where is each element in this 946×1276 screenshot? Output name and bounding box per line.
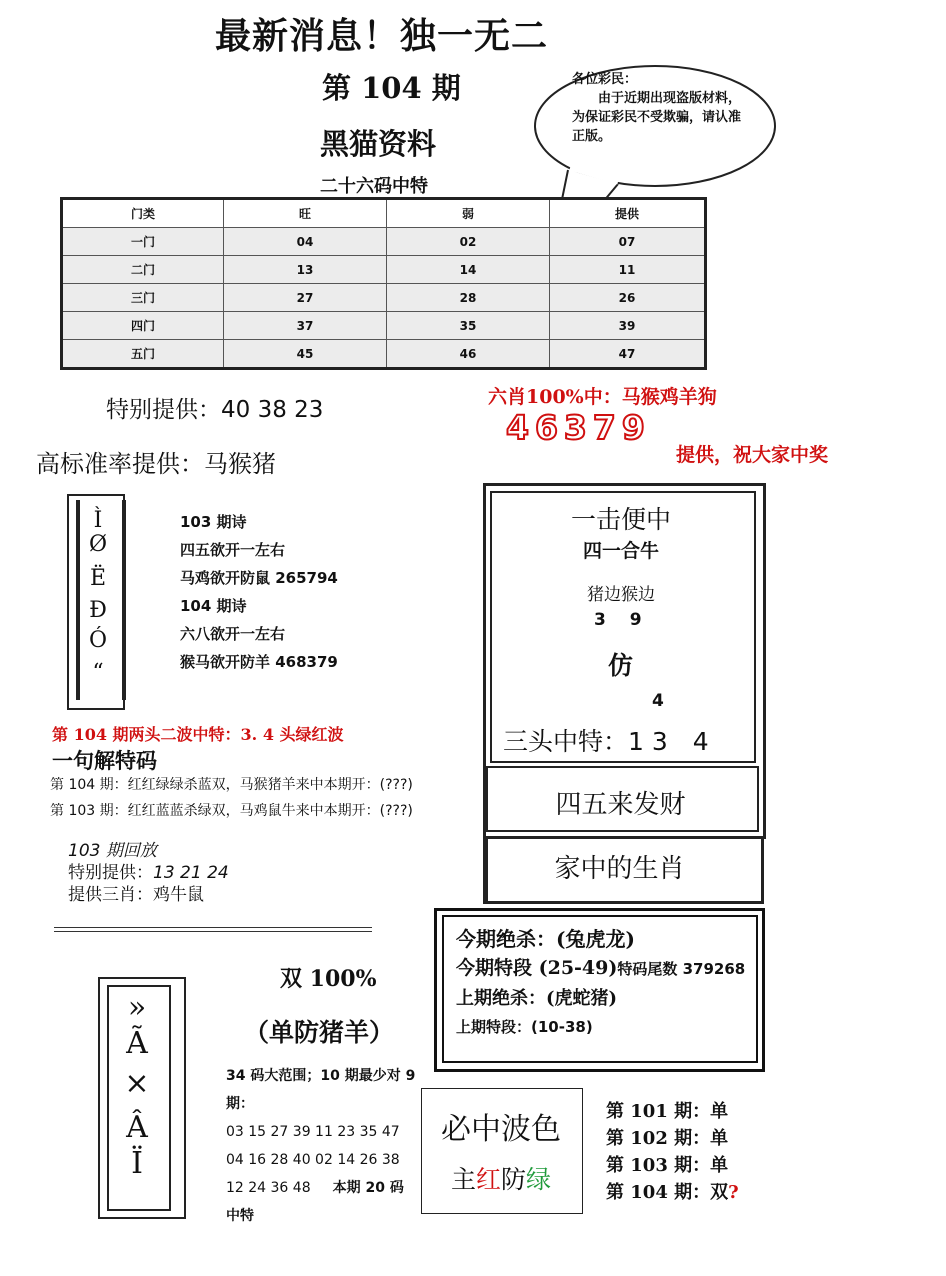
history-label: 第 102 期：: [606, 1128, 711, 1149]
table-cell: 28: [387, 284, 550, 312]
history-row: [606, 1179, 739, 1206]
history-value: 单: [710, 1101, 729, 1122]
six-zodiac-line: 六肖100%中：马猴鸡羊狗: [488, 386, 717, 408]
table-cell: 46: [387, 340, 550, 369]
three-head-special: 三头中特：1 3 4: [503, 727, 709, 756]
table-caption: 二十六码中特: [320, 176, 428, 197]
range-row: 04 16 28 40 02 14 26 38: [226, 1152, 400, 1168]
table-cell: 45: [224, 340, 387, 369]
table-cell: 27: [224, 284, 387, 312]
poem-glyph: Ó: [88, 628, 108, 653]
glyph-char: »: [127, 990, 147, 1025]
kill-previous-segment: 上期特段：(10-38): [456, 1018, 593, 1036]
table-cell: 02: [387, 228, 550, 256]
table-header-cell: 提供: [550, 199, 706, 228]
wave-color-title: 必中波色: [441, 1112, 561, 1147]
review-special-label: 特别提供：: [68, 863, 153, 883]
bubble-body: 由于近期出现盗版材料，为保证彩民不受欺骗，请认准正版。: [572, 91, 742, 144]
poem-line: 马鸡欲开防鼠 265794: [180, 569, 338, 587]
table-cell: 07: [550, 228, 706, 256]
review-three-label: 提供三肖：: [68, 885, 153, 905]
odd-even-history: [606, 1098, 739, 1206]
two-wave-special: 第 104 期两头二波中特：3. 4 头绿红波: [52, 725, 344, 744]
table-cell: 26: [550, 284, 706, 312]
table-cell: 47: [550, 340, 706, 369]
table-row: [62, 340, 706, 369]
kill-current: 今期绝杀：(兔虎龙): [456, 927, 635, 951]
history-row: [606, 1152, 739, 1179]
good-luck-wish: 提供，祝大家中奖: [676, 444, 829, 466]
hit-title: 一击便中: [570, 505, 671, 534]
bubble-text: [572, 70, 742, 154]
divider: [54, 927, 372, 928]
table-row: [62, 228, 706, 256]
history-mark: ?: [728, 1182, 739, 1203]
wave-green: 绿: [526, 1165, 552, 1194]
table-row: [62, 256, 706, 284]
table-cell: 37: [224, 312, 387, 340]
headline: 最新消息！独一无二: [215, 15, 549, 57]
home-zodiac-text: 家中的生肖: [554, 854, 685, 884]
kill-segment-tail: 特码尾数 379268: [617, 960, 746, 978]
divider: [54, 931, 372, 932]
glyph-char: ×: [124, 1066, 150, 1101]
history-label: 第 104 期：: [606, 1182, 711, 1203]
range-numbers: [226, 1118, 446, 1230]
table-cell: 二门: [62, 256, 224, 284]
wave-red: 红: [475, 1165, 501, 1194]
poem-line: 猴马欲开防羊 468379: [180, 653, 338, 671]
poem-line: 六八欲开一左右: [180, 625, 286, 643]
table-row: [62, 284, 706, 312]
range-title: 34 码大范围；10 期最少对 9 期：: [226, 1068, 416, 1112]
review-special-value: 13 21 24: [153, 863, 229, 883]
hit-subtitle: 四一合牛: [582, 540, 659, 562]
poem-lines: [180, 508, 338, 676]
table-cell: 13: [224, 256, 387, 284]
history-label: 第 101 期：: [606, 1101, 711, 1122]
poem-glyph: Ø: [88, 532, 108, 557]
table-cell: 五门: [62, 340, 224, 369]
history-row: [606, 1125, 739, 1152]
kill-segment-range: 今期特段 (25-49): [456, 957, 618, 979]
sentence-103: 第 103 期：红红蓝蓝杀绿双，马鸡鼠牛来中本期开：(???): [50, 803, 413, 819]
kill-lines: [456, 925, 745, 1042]
wave-color-sub: [421, 1160, 581, 1196]
wave-main: 主: [450, 1165, 476, 1194]
range-row-numbers: 12 24 36 48: [226, 1180, 311, 1196]
issue-103-review: [68, 840, 229, 906]
range-row: [226, 1174, 446, 1202]
bubble-greeting: 各位彩民：: [572, 72, 638, 87]
fortune-text: 四五来发财: [555, 790, 686, 820]
review-title: 103 期回放: [68, 841, 157, 861]
table-cell: 四门: [62, 312, 224, 340]
table-cell: 11: [550, 256, 706, 284]
poem-line: 103 期诗: [180, 513, 247, 531]
review-three: [68, 884, 229, 906]
review-three-value: 鸡牛鼠: [153, 885, 204, 905]
table-header-cell: 门类: [62, 199, 224, 228]
single-guard: （单防猪羊）: [244, 1018, 395, 1047]
table-cell: 39: [550, 312, 706, 340]
table-cell: 04: [224, 228, 387, 256]
zodiac-table: [60, 197, 707, 370]
range-row: 03 15 27 39 11 23 35 47: [226, 1124, 400, 1140]
history-value: 单: [710, 1155, 729, 1176]
kill-segment: [456, 954, 745, 984]
poem-glyph: Ð: [89, 598, 107, 623]
six-zodiac-numbers: 46379: [506, 408, 651, 447]
hit-four: 4: [652, 691, 664, 711]
hit-numbers: 3 9: [594, 610, 642, 630]
wave-guard: 防: [501, 1165, 527, 1194]
poem-glyph: “: [92, 660, 104, 685]
review-special: [68, 862, 229, 884]
subtitle: 黑猫资料: [320, 127, 437, 161]
history-row: [606, 1098, 739, 1125]
table-header-cell: 弱: [387, 199, 550, 228]
range-tail: 本期 20 码: [332, 1180, 404, 1196]
one-sentence-title: 一句解特码: [52, 748, 157, 773]
glyph-char: Ã: [126, 1026, 148, 1061]
poem-glyph: Ë: [89, 566, 107, 591]
glyph-char: Ï: [131, 1146, 143, 1181]
table-cell: 35: [387, 312, 550, 340]
history-value: 双: [710, 1182, 729, 1203]
issue-number: 第 104 期: [322, 71, 461, 105]
table-cell: 一门: [62, 228, 224, 256]
double-100: 双 100%: [280, 966, 377, 992]
poem-line: 四五欲开一左右: [180, 541, 286, 559]
table-cell: 三门: [62, 284, 224, 312]
hit-side-text: 猪边猴边: [587, 585, 655, 605]
special-offer: 特别提供：40 38 23: [106, 397, 324, 423]
table-header-cell: 旺: [224, 199, 387, 228]
history-label: 第 103 期：: [606, 1155, 711, 1176]
table-row: [62, 312, 706, 340]
history-value: 单: [710, 1128, 729, 1149]
hit-fang: 仿: [608, 651, 634, 680]
table-cell: 14: [387, 256, 550, 284]
kill-previous: 上期绝杀：(虎蛇猪): [456, 988, 618, 1009]
sentence-104: 第 104 期：红红绿绿杀蓝双，马猴猪羊来中本期开：(???): [50, 777, 413, 793]
poem-line: 104 期诗: [180, 597, 247, 615]
poem-glyph: Ì: [93, 508, 103, 533]
high-rate-offer: 高标准率提供：马猴猪: [36, 450, 276, 478]
table-header-row: [62, 199, 706, 228]
glyph-char: Â: [126, 1110, 148, 1145]
range-tail-2: 中特: [226, 1208, 254, 1224]
